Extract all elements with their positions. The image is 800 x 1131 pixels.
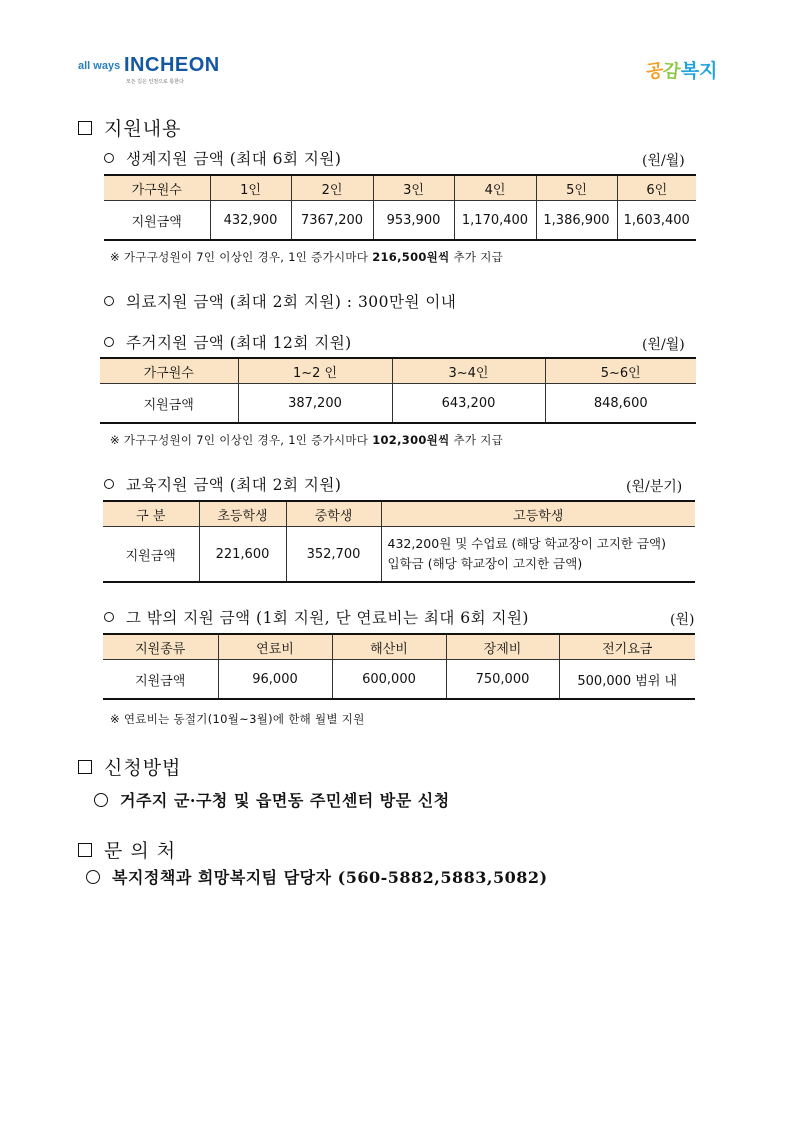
education-support-label: 교육지원 금액 (최대 2회 지원) [126,476,342,494]
contact-item [86,865,548,888]
living-unit: (원/월) [642,153,685,169]
checkbox-square-icon [78,760,92,774]
table-cell: 96,000 [218,660,332,700]
housing-unit: (원/월) [642,337,685,353]
header-cell: 중학생 [286,501,381,527]
table-header-row [103,634,695,660]
checkbox-square-icon [78,121,92,135]
note-text: ※ 가구구성원이 7인 이상인 경우, 1인 증가시마다 [110,250,373,264]
table-row [100,384,696,424]
header-cell: 3~4인 [392,358,545,384]
header-cell: 해산비 [332,634,446,660]
header-cell: 5인 [536,175,617,201]
apply-method-text: 거주지 군·구청 및 읍면동 주민센터 방문 신청 [120,791,450,810]
medical-support-label: 의료지원 금액 (최대 2회 지원) : 300만원 이내 [126,293,457,311]
logo-prefix: all ways [78,60,121,72]
table-cell: 432,900 [210,201,291,241]
checkbox-square-icon [78,843,92,857]
table-cell: 7367,200 [291,201,373,241]
header-cell: 4인 [454,175,536,201]
note-amount: 216,500원씩 [372,250,450,264]
other-support-table [103,633,695,700]
note-amount: 102,300원씩 [372,433,450,447]
section-title-text: 신청방법 [104,757,182,779]
logo-tagline: 모든 길은 인천으로 통한다 [126,79,184,85]
table-cell: 지원금액 [104,201,210,241]
circle-bullet-icon [104,296,114,306]
table-header-row [100,358,696,384]
note-text: 추가 지급 [449,433,504,447]
table-cell: 953,900 [373,201,454,241]
medical-support-heading [104,290,456,312]
header-cell: 1인 [210,175,291,201]
other-unit: (원) [670,612,695,628]
header-cell: 고등학생 [381,501,695,527]
living-support-table [104,174,696,241]
circle-bullet-icon [86,870,100,884]
living-support-heading [104,147,341,169]
note-text: ※ 가구구성원이 7인 이상인 경우, 1인 증가시마다 [110,433,373,447]
other-support-label: 그 밖의 지원 금액 (1회 지원, 단 연료비는 최대 6회 지원) [126,609,529,627]
education-support-heading [104,473,341,495]
circle-bullet-icon [94,793,108,807]
table-cell: 848,600 [545,384,696,424]
table-cell: 지원금액 [103,527,199,583]
contact-text: 복지정책과 희망복지팀 담당자 (560-5882,5883,5082) [112,868,548,887]
table-cell: 지원금액 [100,384,238,424]
circle-bullet-icon [104,337,114,347]
housing-support-label: 주거지원 금액 (최대 12회 지원) [126,334,352,352]
table-cell: 352,700 [286,527,381,583]
table-row [103,660,695,700]
table-cell: 750,000 [446,660,559,700]
living-support-label: 생계지원 금액 (최대 6회 지원) [126,150,342,168]
header-cell: 5~6인 [545,358,696,384]
logo-char-1: 공 [644,59,665,84]
housing-support-table [100,357,696,424]
section-title-text: 문 의 처 [104,840,177,862]
housing-support-heading [104,331,352,353]
logo-char-3: 복지 [680,60,718,82]
gonggam-welfare-logo [646,56,726,88]
apply-method-item [94,788,450,811]
housing-note [110,432,503,448]
table-cell: 지원금액 [103,660,218,700]
table-row [103,527,695,583]
header-cell: 전기요금 [559,634,695,660]
logo-name: INCHEON [124,54,220,76]
table-cell: 1,170,400 [454,201,536,241]
table-cell: 1,386,900 [536,201,617,241]
table-cell: 387,200 [238,384,392,424]
circle-bullet-icon [104,479,114,489]
header-cell: 초등학생 [199,501,286,527]
note-text: 추가 지급 [449,250,504,264]
education-unit: (원/분기) [626,479,683,495]
header-cell: 연료비 [218,634,332,660]
header-cell: 가구원수 [100,358,238,384]
header-cell: 2인 [291,175,373,201]
header-cell: 구 분 [103,501,199,527]
section-apply-title [78,753,181,780]
header-cell: 장제비 [446,634,559,660]
table-cell: 600,000 [332,660,446,700]
table-row [104,201,696,241]
table-cell: 1,603,400 [617,201,696,241]
section-title-text: 지원내용 [104,118,182,140]
header-cell: 6인 [617,175,696,201]
high-school-line-2: 입학금 (해당 학교장이 고지한 금액) [387,556,583,571]
header-cell: 3인 [373,175,454,201]
header-cell: 가구원수 [104,175,210,201]
table-header-row [104,175,696,201]
header-cell: 지원종류 [103,634,218,660]
section-support-title [78,114,181,141]
other-note: ※ 연료비는 동절기(10월~3월)에 한해 월별 지원 [110,712,365,726]
table-header-row [103,501,695,527]
circle-bullet-icon [104,153,114,163]
incheon-logo [78,54,228,90]
living-note [110,249,503,265]
education-support-table [103,500,695,583]
table-cell: 500,000 범위 내 [559,660,695,700]
logo-char-2: 감 [662,60,682,83]
section-contact-title [78,836,176,863]
circle-bullet-icon [104,612,114,622]
header-cell: 1~2 인 [238,358,392,384]
table-cell: 643,200 [392,384,545,424]
high-school-line-1: 432,200원 및 수업료 (해당 학교장이 고지한 금액) [387,536,666,551]
table-cell-high-school [381,527,695,583]
table-cell: 221,600 [199,527,286,583]
other-support-heading [104,606,529,628]
